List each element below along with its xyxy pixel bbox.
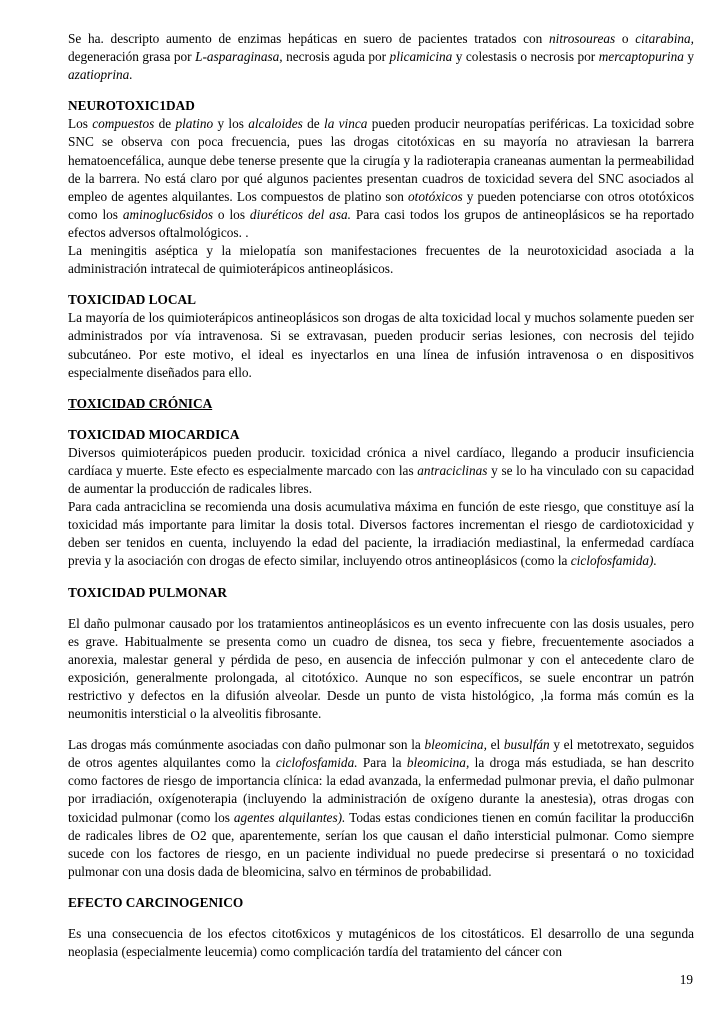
heading-efecto-carcinogenico: EFECTO CARCINOGENICO [68, 894, 244, 910]
document-page [68, 30, 694, 961]
paragraph-carc-1: Es una consecuencia de los efectos citot6xicos y mutagénicos de los citostáticos. El desarrollo de una segunda neoplasia (especialmente leucemia) como complicación tardía del tratamiento del cáncer con [68, 926, 694, 960]
heading-toxicidad-pulmonar: TOXICIDAD PULMONAR [68, 584, 227, 600]
heading-toxicidad-local: TOXICIDAD LOCAL [68, 292, 196, 308]
paragraph-local: La mayoría de los quimioterápicos antineoplásicos son drogas de alta toxicidad local y muchos solamente pueden ser administrados por vía intravenosa. Si se extravasan, pueden producir serias lesiones, con necrosis del tejido subcutáneo. Por este motivo, el ideal es inyectarlos en una línea de infusión intravenosa o en dispositivos especialmente diseñados para ello. [68, 310, 694, 380]
heading-toxicidad-miocardica: TOXICIDAD MIOCARDICA [68, 426, 240, 442]
paragraph-neuro-2: La meningitis aséptica y la mielopatía son manifestaciones frecuentes de la neurotoxicidad asociada a la administración intratecal de quimioterápicos antineoplásicos. [68, 243, 694, 277]
heading-toxicidad-cronica: TOXICIDAD CRÓNICA [68, 395, 213, 411]
paragraph-pulm-1: El daño pulmonar causado por los tratamientos antineoplásicos es un evento infrecuente con las dosis usuales, pero es grave. Habitualmente se presenta como un cuadro de disnea, tos seca y fiebre, frecuentemente asociados a anorexia, malestar general y pérdida de peso, en ausencia de infección pulmonar y con el antecedente claro de exposición, generalmente prolongada, al citotóxico. Aunque no son específicos, se suele encontrar un patrón restrictivo y defectos en la difusión alveolar. Desde un punto de vista histológico, ,la forma más común es la neumonitis intersticial o la alveolitis fibrosante. [68, 615, 694, 722]
paragraph-mio-2: Para cada antraciclina se recomienda una dosis acumulativa máxima en función de este riesgo, que constituye así la toxicidad más importante para limitar la dosis total. Diversos factores incrementan el riesgo de cardiotoxicidad y deben ser tenidos en cuenta, incluyendo la edad del paciente, la irradiación mediastinal, la enfermedad cardíaca previa y la asociación con drogas de efecto similar, incluyendo otros antineoplásicos (como la ciclofosfamida). [68, 499, 694, 569]
paragraph-pulm-2: Las drogas más comúnmente asociadas con daño pulmonar son la bleomicina, el busulfán y el metotrexato, seguidos de otros agentes alquilantes como la ciclofosfamida. Para la bleomicina, la droga más estudiada, se han descrito como factores de riesgo de importancia clínica: la edad avanzada, la enfermedad pulmonar previa, el daño pulmonar por irradiación, oxígenoterapia (incluyendo la administración de oxígeno durante la anestesia), otras drogas con toxicidad pulmonar (como los agentes alquilantes). Todas estas condiciones tienen en común facilitar la producci6n de radicales libres de O2 que, aparentemente, serían los que causan el daño intersticial pulmonar. Como siempre sucede con los factores de riesgo, en un paciente individual no puede predecirse si presentará o no toxicidad pulmonar con una dosis dada de bleomicina, salvo en términos de probabilidad. [68, 737, 694, 879]
paragraph-hepatic: Se ha. descripto aumento de enzimas hepáticas en suero de pacientes tratados con nitrosoureas o citarabina, degeneración grasa por L-asparaginasa, necrosis aguda por plicamicina y colestasis o necrosis por mercaptopurina y azatioprina. [68, 31, 695, 83]
paragraph-neuro-1: Los compuestos de platino y los alcaloides de la vinca pueden producir neuropatías periféricas. La toxicidad sobre SNC se observa con poca frecuencia, pues las drogas citotóxicas en su mayoría no atraviesan la barrera hematoencefálica, aunque debe tenerse presente que la cirugía y la radioterapia craneanas aumentan la permeabilidad de la barrera. No está claro por qué algunos pacientes presentan cuadros de toxicidad severa del SNC asociados al empleo de agentes alquilantes. Los compuestos de platino son ototóxicos y pueden potenciarse con otros ototóxicos como los aminogluc6sidos o los diuréticos del asa. Para casi todos los grupos de antineoplásicos se ha reportado efectos adversos oftalmológicos. . [68, 116, 695, 240]
heading-neurotoxicidad: NEUROTOXIC1DAD [68, 98, 195, 114]
page-number: 19 [679, 972, 693, 987]
paragraph-mio-1: Diversos quimioterápicos pueden producir. toxicidad crónica a nivel cardíaco, llegando a producir insuficiencia cardíaca y muerte. Este efecto es especialmente marcado con las antraciclinas y se lo ha vinculado con su capacidad de aumentar la producción de radicales libres. [68, 444, 694, 497]
